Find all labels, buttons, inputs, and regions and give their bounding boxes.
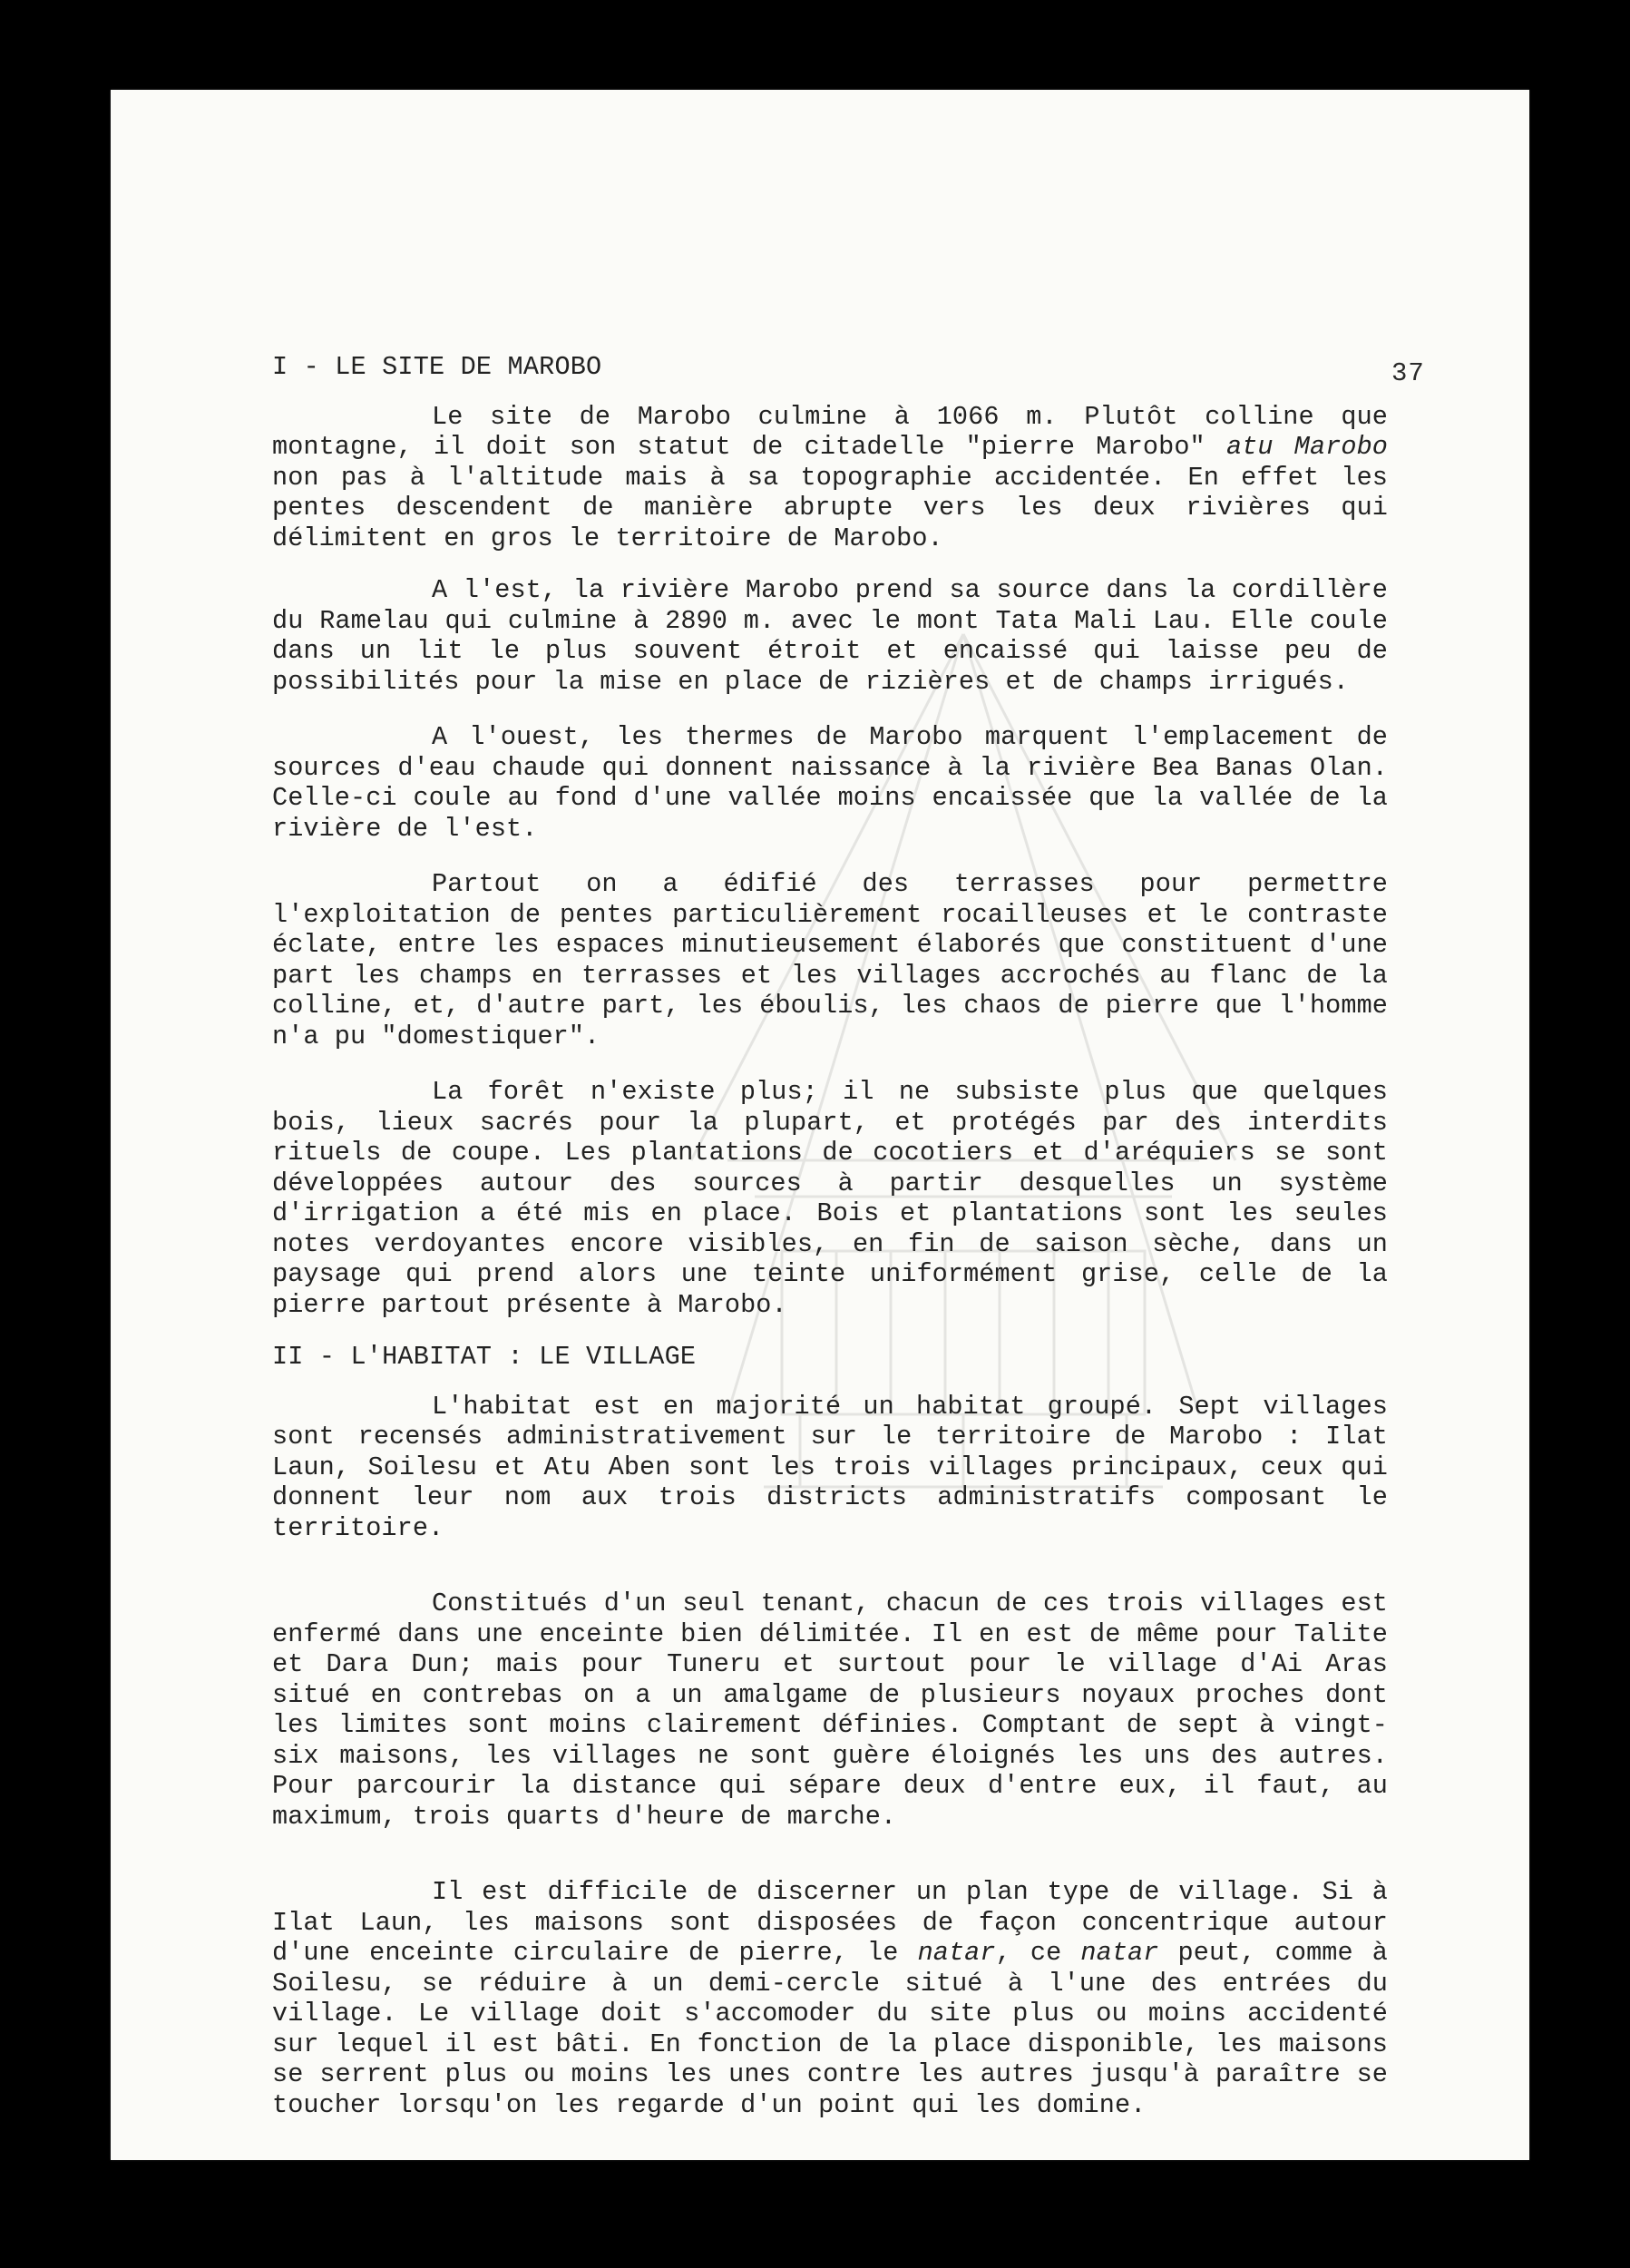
paragraph: A l'est, la rivière Marobo prend sa source dans la cordillère du Ramelau qui culmine à 2890 m. avec le mont Tata Mali Lau. Elle coule dans un lit le plus souvent étroit et encaissé qui laisse peu de possibilités pour la mise en place de rizières et de champs irrigués. xyxy=(272,575,1388,697)
page-number: 37 xyxy=(1391,358,1425,388)
section-heading-site: I - LE SITE DE MAROBO xyxy=(272,352,602,382)
text-span: non pas à l'altitude mais à sa topographie accidentée. En effet les pentes descendent de manière abrupte vers les deux rivières qui délimitent en gros le territoire de Marobo. xyxy=(272,462,1388,553)
section-heading-habitat: II - L'HABITAT : LE VILLAGE xyxy=(272,1342,697,1372)
paragraph xyxy=(272,1877,1388,2120)
paragraph xyxy=(272,402,1388,554)
paragraph: A l'ouest, les thermes de Marobo marquent l'emplacement de sources d'eau chaude qui donnent naissance à la rivière Bea Banas Olan. Celle-ci coule au fond d'une vallée moins encaissée que la vallée de la rivière de l'est. xyxy=(272,722,1388,844)
paragraph: La forêt n'existe plus; il ne subsiste plus que quelques bois, lieux sacrés pour la plupart, et protégés par des interdits rituels de coupe. Les plantations de cocotiers et d'aréquiers se sont développées autour des sources à partir desquelles un système d'irrigation a été mis en place. Bois et plantations sont les seules notes verdoyantes encore visibles, en fin de saison sèche, dans un paysage qui prend alors une teinte uniformément grise, celle de la pierre partout présente à Marobo. xyxy=(272,1077,1388,1320)
text-body xyxy=(272,352,1388,2146)
paragraph: Partout on a édifié des terrasses pour permettre l'exploitation de pentes particulièrement rocailleuses et le contraste éclate, entre les espaces minutieusement élaborés que constituent d'une part les champs en terrasses et les villages accrochés au flanc de la colline, et, d'autre part, les éboulis, les chaos de pierre que l'homme n'a pu "domestiquer". xyxy=(272,869,1388,1051)
paragraph: Constitués d'un seul tenant, chacun de ces trois villages est enfermé dans une enceinte bien délimitée. Il en est de même pour Talite et Dara Dun; mais pour Tuneru et surtout pour le village d'Ai Aras situé en contrebas on a un amalgame de plusieurs noyaux proches dont les limites sont moins clairement définies. Comptant de sept à vingt-six maisons, les villages ne sont guère éloignés les uns des autres. Pour parcourir la distance qui sépare deux d'entre eux, il faut, au maximum, trois quarts d'heure de marche. xyxy=(272,1589,1388,1832)
italic-term: natar xyxy=(1080,1938,1159,1968)
text-span: Il est difficile de discerner un plan type de village. Si à Ilat Laun, les maisons sont disposées de façon concentrique autour d'une enceinte circulaire de pierre, le xyxy=(272,1877,1388,1968)
italic-term: atu Marobo xyxy=(1225,432,1389,462)
paragraph: L'habitat est en majorité un habitat groupé. Sept villages sont recensés administrativement sur le territoire de Marobo : Ilat Laun, Soilesu et Atu Aben sont les trois villages principaux, ceux qui donnent leur nom aux trois districts administratifs composant le territoire. xyxy=(272,1391,1388,1543)
text-span: Le site de Marobo culmine à 1066 m. Plutôt colline que montagne, il doit son statut de citadelle "pierre Marobo" xyxy=(272,401,1388,462)
text-span: , ce xyxy=(995,1938,1081,1968)
italic-term: natar xyxy=(917,1938,996,1968)
text-span: peut, comme à Soilesu, se réduire à un demi-cercle situé à l'une des entrées du village. Le village doit s'accomoder du site plus ou moins accidenté sur lequel il est bâti. En fonction de la place disponible, les maisons se serrent plus ou moins les unes contre les autres jusqu'à paraître se toucher lorsqu'on les regarde d'un point qui les domine. xyxy=(272,1938,1388,2120)
